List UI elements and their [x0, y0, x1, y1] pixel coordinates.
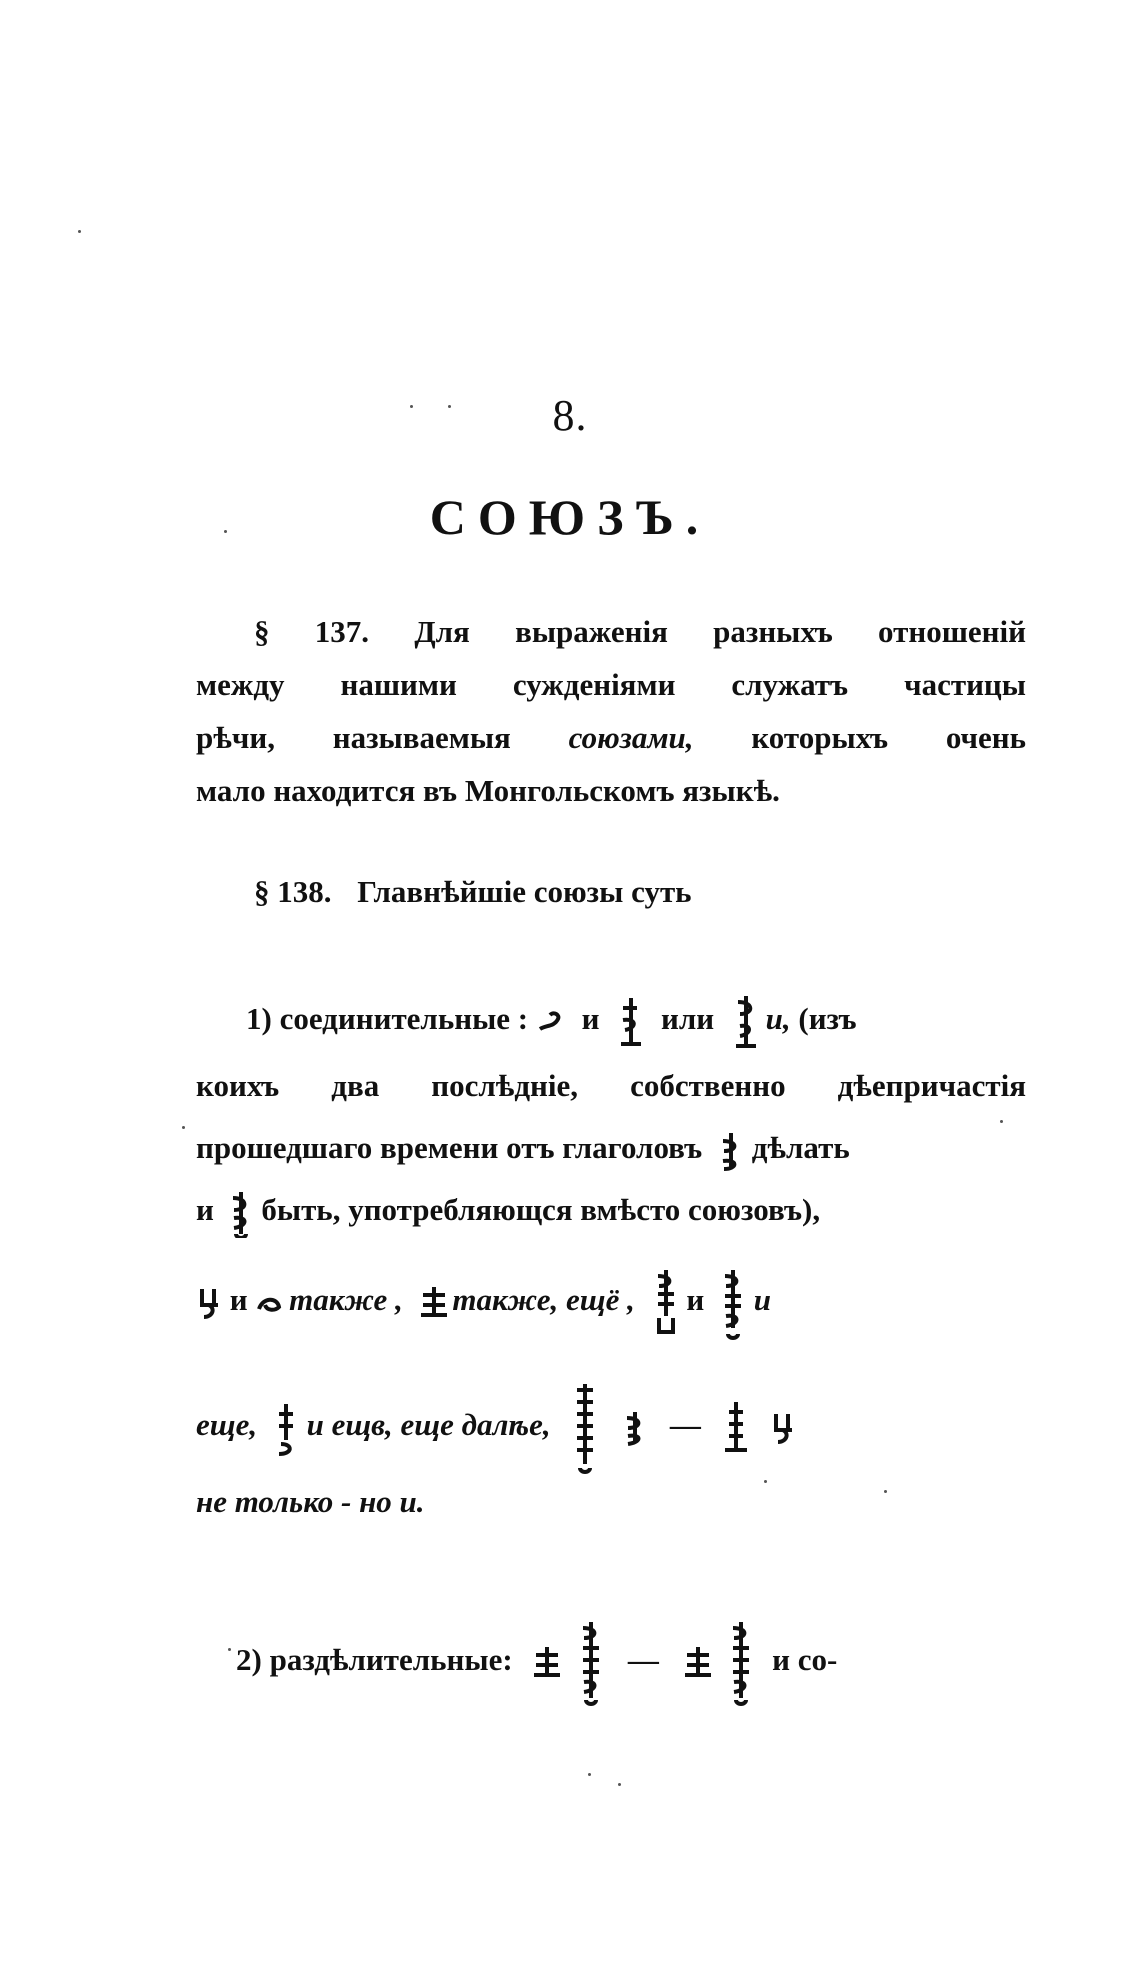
scan-speck	[410, 405, 413, 408]
item1-and: и	[581, 1001, 600, 1037]
term-soyuzami: союзами,	[568, 720, 694, 755]
item1-byt: быть, употребляющся вмѣсто союзовъ),	[261, 1192, 821, 1228]
scan-speck	[764, 1480, 767, 1483]
para138-line1	[254, 872, 1084, 912]
item1-or: или	[661, 1001, 715, 1037]
item1-line3	[196, 1128, 1026, 1173]
item1-line4	[196, 1188, 1026, 1238]
mongolian-script-glyph-icon	[728, 1618, 754, 1708]
mongolian-script-glyph-icon	[770, 1410, 796, 1446]
item1-label: 1) соединительные :	[246, 1001, 529, 1037]
scan-speck	[618, 1783, 621, 1786]
item1-and4: и	[686, 1282, 705, 1318]
mongolian-script-glyph-icon	[273, 1400, 299, 1456]
item2-dash: —	[627, 1642, 659, 1678]
chapter-number: 8.	[552, 391, 588, 440]
item1-line6	[196, 1380, 1026, 1476]
item1-takzhe-eshche: также, ещё ,	[452, 1282, 635, 1318]
item2-label: 2) раздѣлительные:	[236, 1642, 513, 1678]
item1-line5	[196, 1266, 1026, 1340]
scan-speck	[448, 405, 451, 408]
mongolian-script-glyph-icon	[622, 1408, 648, 1448]
item1-text3a: прошедшаго времени отъ глаголовъ	[196, 1130, 703, 1165]
mongolian-script-glyph-icon	[718, 1129, 744, 1173]
scan-speck	[224, 530, 227, 533]
mongolian-script-glyph-icon	[196, 1285, 222, 1321]
item1-dash: —	[669, 1407, 701, 1443]
mongolian-script-glyph-icon	[228, 1188, 254, 1238]
mongolian-script-glyph-icon	[572, 1380, 598, 1476]
para137-text3c: которыхъ очень	[751, 720, 1027, 755]
para137-text1: Для выраженія разныхъ отношеній	[414, 614, 1026, 649]
item2-and-so: и со-	[772, 1642, 838, 1678]
scan-speck	[1000, 1120, 1003, 1123]
mongolian-script-glyph-icon	[617, 994, 643, 1050]
mongolian-script-glyph-icon	[720, 1266, 746, 1340]
section-mark-138: § 138.	[254, 874, 332, 909]
scan-speck	[228, 1648, 231, 1651]
item1-line2: коихъ два послѣдніе, собственно дѣепричастія	[196, 1068, 1026, 1103]
item1-and3: и	[229, 1282, 248, 1318]
item1-and2: и	[196, 1192, 214, 1228]
mongolian-script-glyph-icon	[683, 1643, 709, 1683]
item1-paren-open: (изъ	[798, 1001, 857, 1037]
mongolian-script-glyph-icon	[723, 1398, 749, 1458]
para137-line3	[196, 718, 1026, 758]
para137-line4: мало находится въ Монгольскомъ языкѣ.	[196, 773, 780, 808]
scan-speck	[884, 1490, 887, 1493]
item1-line1	[246, 992, 1026, 1052]
item1-eshche-dalee: и ещв, еще далѣе,	[306, 1407, 551, 1443]
mongolian-script-glyph-icon	[419, 1283, 445, 1323]
scan-speck	[182, 1126, 185, 1129]
item1-line7: не только - но и.	[196, 1484, 425, 1519]
para137-line1	[196, 612, 1026, 652]
item1-and-italic: и,	[765, 1001, 791, 1037]
scan-speck	[588, 1773, 591, 1776]
para137-line2: между нашими сужденіями служатъ частицы	[196, 667, 1026, 702]
item1-eshche: еще,	[196, 1407, 258, 1443]
item2-line1	[236, 1618, 1026, 1708]
mongolian-script-glyph-icon	[732, 992, 758, 1052]
scan-speck	[78, 230, 81, 233]
mongolian-script-glyph-icon	[532, 1643, 558, 1683]
para137-text3a: рѣчи, называемыя	[196, 720, 511, 755]
mongolian-script-glyph-icon	[578, 1618, 604, 1708]
item1-takzhe: также ,	[289, 1282, 403, 1318]
mongolian-script-glyph-icon	[255, 1291, 281, 1315]
para138-text: Главнѣйшіе союзы суть	[357, 874, 692, 909]
item1-and-italic2: и	[753, 1282, 771, 1318]
mongolian-script-glyph-icon	[536, 1007, 562, 1037]
item1-delat: дѣлать	[751, 1130, 850, 1165]
chapter-title: СОЮЗЪ.	[429, 489, 711, 545]
mongolian-script-glyph-icon	[653, 1266, 679, 1340]
section-mark-137: § 137.	[254, 614, 370, 649]
